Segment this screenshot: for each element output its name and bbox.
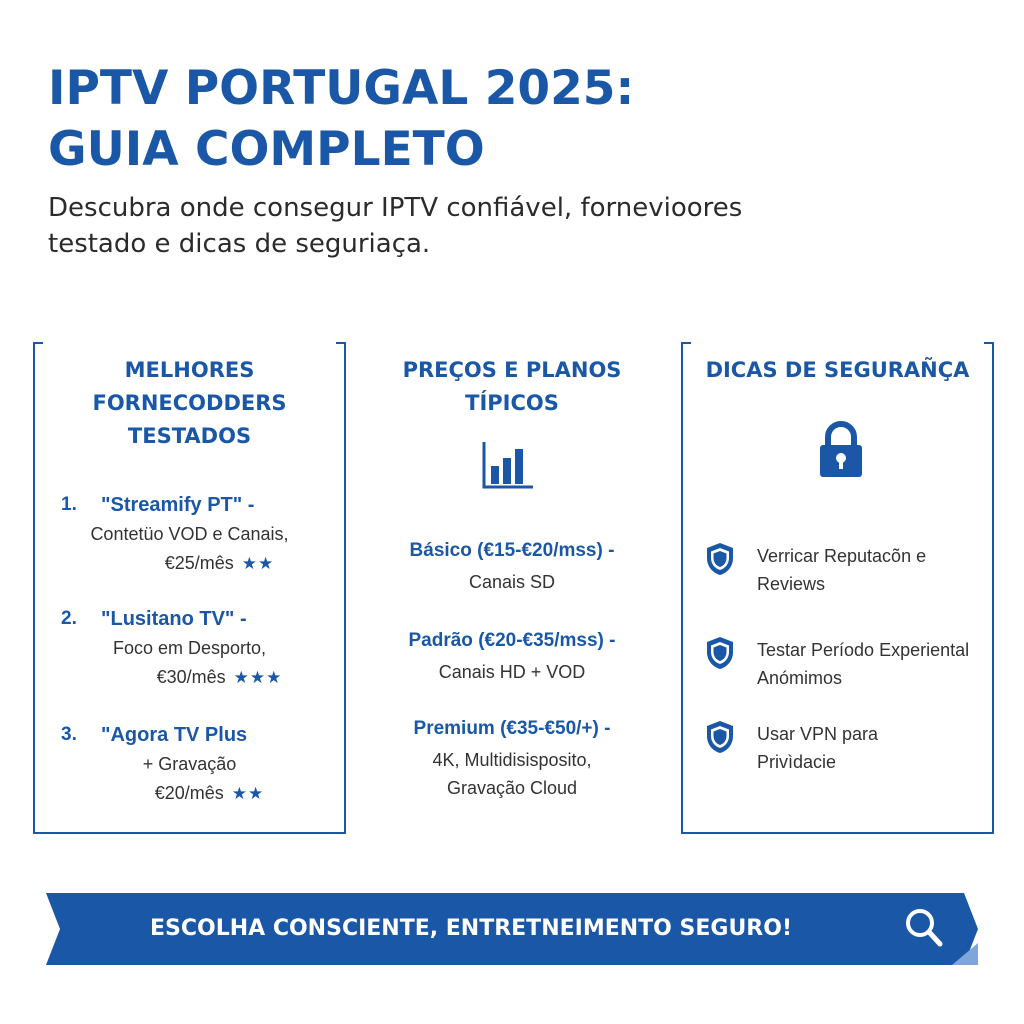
lock-icon [818,420,864,478]
plan-description-line-1: 4K, Multidisisposito, [432,750,592,770]
provider-name: "Streamify PT" - [101,494,255,516]
provider-price-row [35,783,344,804]
providers-panel [33,342,346,834]
provider-description: Foco em Desporto, [112,638,267,658]
pricing-heading-line-1: PREÇOS E PLANOS [402,358,622,382]
plan-name: Básico (€15-€20/mss) - [409,540,615,561]
provider-name: "Lusitano TV" - [101,608,247,630]
star-rating-icon: ★★★ [233,668,283,687]
page-title-line-1: IPTV PORTUGAL 2025: [48,61,635,116]
providers-heading-line-2: FORNECODDERS [92,391,287,415]
plan-description [362,658,662,686]
provider-price: €20/mês [154,783,224,803]
plan-item [362,630,662,686]
star-rating-icon: ★★ [241,554,275,573]
provider-description: + Gravação [142,754,237,774]
security-tip-text [757,542,926,598]
provider-price-row [35,667,344,688]
shield-icon [705,720,735,754]
providers-heading-line-1: MELHORES [124,358,255,382]
provider-number: 2. [61,608,77,629]
providers-heading-line-3: TESTADOS [127,424,252,448]
pricing-heading-line-2: TÍPICOS [465,391,559,415]
footer-banner [46,893,978,965]
security-tip [705,720,984,780]
provider-number: 1. [61,494,77,515]
provider-price-row [35,553,344,574]
security-tip-text [757,636,969,692]
security-tip-line-2: Anómimos [757,668,843,688]
security-tip-text [757,720,878,776]
plan-item [362,540,662,596]
plan-name: Premium (€35-€50/+) - [413,718,611,739]
shield-icon [705,542,735,576]
page-subtitle [48,190,742,262]
security-tip-line-2: Reviews [757,574,826,594]
security-panel [681,342,994,834]
subtitle-line-1: Descubra onde consegur IPTV confiável, fornevioores [48,193,743,223]
providers-heading [35,354,344,453]
plan-description-line-1: Canais SD [468,572,556,592]
plan-description [362,568,662,596]
provider-name: "Agora TV Plus [101,724,248,746]
security-tip-line-1: Usar VPN para [757,724,879,744]
security-tip-line-1: Testar Período Experiental [757,640,970,660]
bar-chart-icon [481,440,535,490]
banner-slogan: ESCOLHA CONSCIENTE, ENTRETNEIMENTO SEGURO! [150,916,792,941]
provider-price: €25/mês [164,553,234,573]
security-tip-line-2: Privìdacie [757,752,837,772]
search-icon[interactable] [904,907,944,949]
star-rating-icon: ★★ [231,784,265,803]
page-title [48,58,634,180]
security-heading-line-1: DICAS DE SEGURAÑÇA [705,358,970,382]
security-tip [705,542,984,602]
plan-item [362,718,662,802]
plan-name: Padrão (€20-€35/mss) - [408,630,616,651]
security-heading [683,354,992,387]
plan-description [362,746,662,802]
provider-number: 3. [61,724,77,745]
security-tip-line-1: Verricar Reputacõn e [757,546,927,566]
provider-description: Contetüo VOD e Canais, [90,524,289,544]
pricing-heading [362,354,662,420]
plan-description-line-1: Canais HD + VOD [438,662,586,682]
provider-price: €30/mês [156,667,226,687]
plan-description-line-2: Gravação Cloud [446,778,578,798]
shield-icon [705,636,735,670]
page-title-line-2: GUIA COMPLETO [48,122,485,177]
pricing-panel [362,342,662,832]
subtitle-line-2: testado e dicas de seguriaça. [48,229,431,259]
security-tip [705,636,984,696]
